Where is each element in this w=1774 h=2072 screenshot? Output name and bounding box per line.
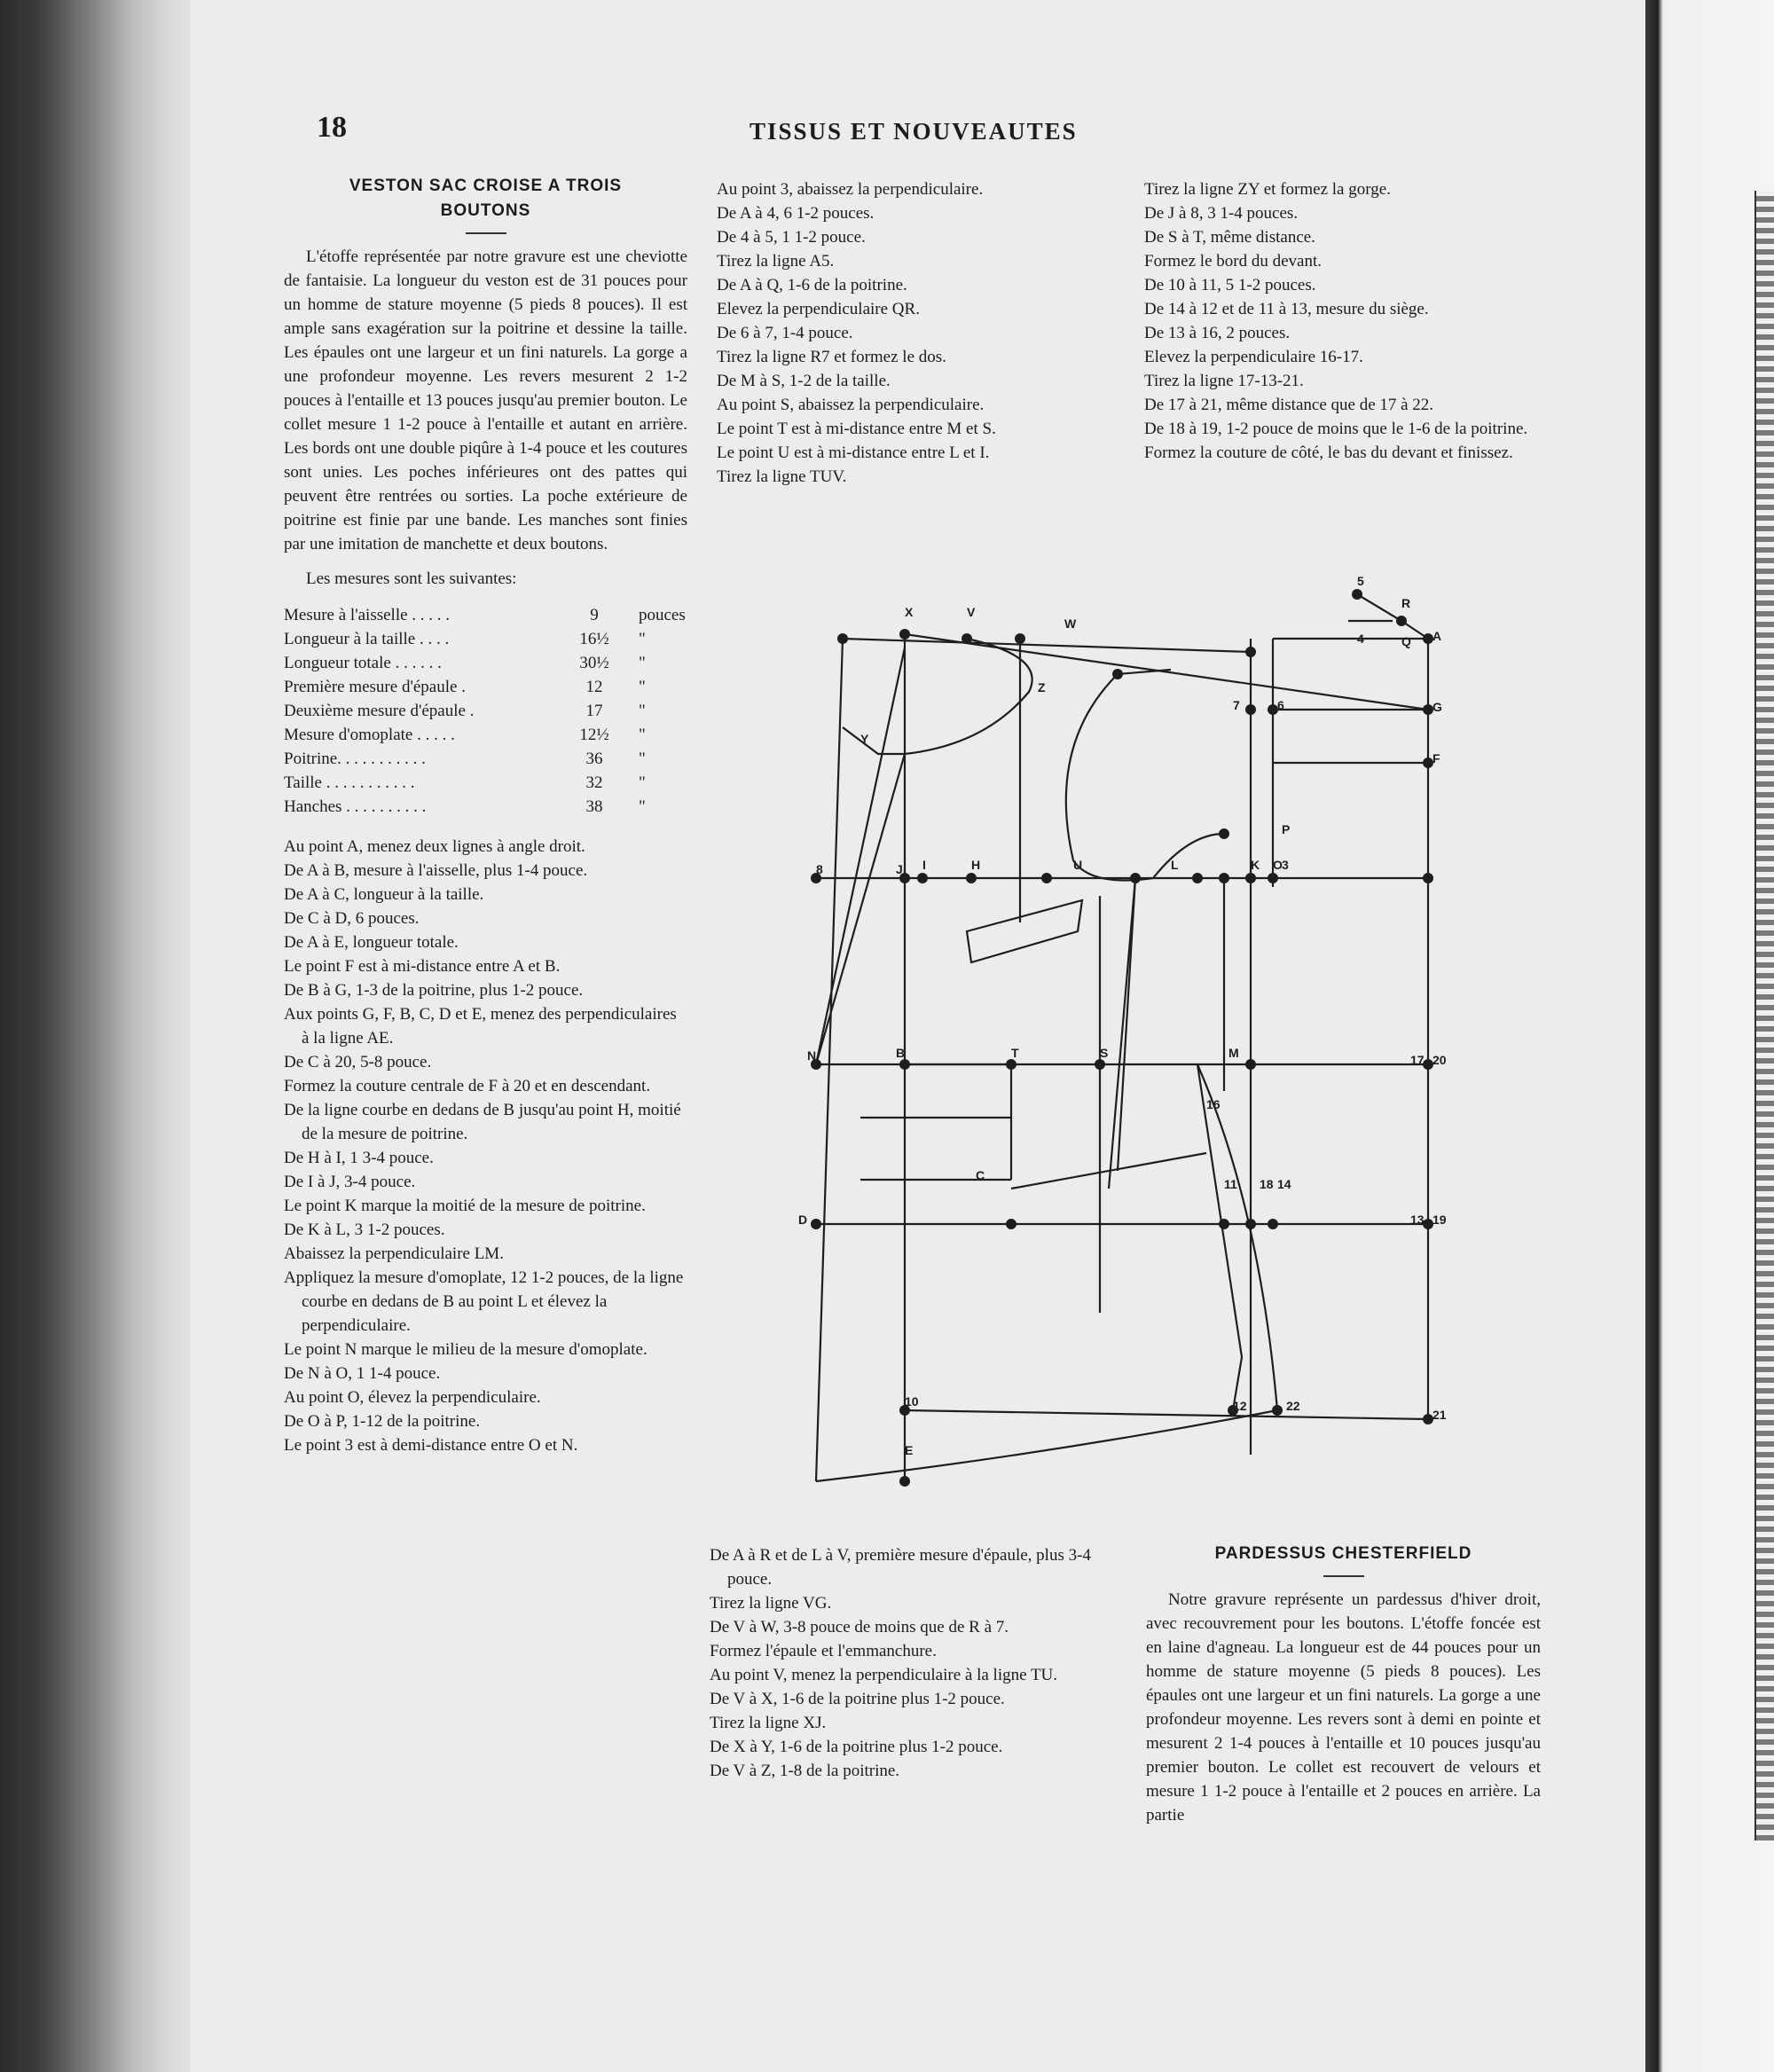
diagram-label: A <box>1433 629 1442 643</box>
measure-unit: " <box>639 630 646 648</box>
measure-row <box>284 771 687 795</box>
diagram-label: R <box>1401 596 1411 610</box>
instruction-step: De A à 4, 6 1-2 pouces. <box>717 204 875 223</box>
measure-unit: " <box>639 702 646 720</box>
instruction-step: Tirez la ligne TUV. <box>717 467 847 486</box>
article-title-line1: VESTON SAC CROISE A TROIS <box>349 177 623 195</box>
instruction-step: Elevez la perpendiculaire QR. <box>717 300 920 318</box>
diagram-label: 3 <box>1282 858 1289 872</box>
instruction-step: Le point N marque le milieu de la mesure d'omoplate. <box>284 1340 648 1359</box>
instruction-step: Le point T est à mi-distance entre M et S. <box>717 420 996 438</box>
measure-unit: pouces <box>639 606 686 624</box>
instruction-step: De 17 à 21, même distance que de 17 à 22. <box>1144 396 1434 414</box>
diagram-point <box>837 633 848 644</box>
instruction-step: De A à B, mesure à l'aisselle, plus 1-4 pouce. <box>284 861 588 880</box>
column-1 <box>284 174 687 1457</box>
instruction-step: Au point S, abaissez la perpendiculaire. <box>717 396 985 414</box>
instruction-step: De O à P, 1-12 de la poitrine. <box>284 1412 481 1431</box>
instruction-step: Abaissez la perpendiculaire LM. <box>284 1244 504 1263</box>
instruction-step: Tirez la ligne R7 et formez le dos. <box>717 348 946 366</box>
diagram-label: G <box>1433 700 1442 714</box>
instruction-step: De S à T, même distance. <box>1144 228 1315 247</box>
diagram-point <box>1112 669 1123 679</box>
diagram-label: O <box>1273 858 1283 872</box>
diagram-label: F <box>1433 751 1440 765</box>
measure-value: 12 <box>585 678 603 696</box>
diagram-label: K <box>1251 858 1260 872</box>
diagram-point <box>1219 1219 1229 1229</box>
instruction-step: Tirez la ligne VG. <box>710 1594 832 1613</box>
instruction-step: Au point A, menez deux lignes à angle droit. <box>284 837 585 856</box>
measure-label: Première mesure d'épaule . <box>284 678 466 696</box>
instruction-step: Au point 3, abaissez la perpendiculaire. <box>717 180 984 199</box>
diagram-point <box>1352 589 1362 600</box>
measure-value: 16½ <box>579 630 609 648</box>
diagram-label: V <box>967 605 976 619</box>
instruction-step: De V à X, 1-6 de la poitrine plus 1-2 pouce. <box>710 1690 1005 1708</box>
diagram-label: N <box>807 1048 817 1063</box>
diagram-point <box>1423 873 1433 883</box>
instruction-step: De 14 à 12 et de 11 à 13, mesure du siège. <box>1144 300 1429 318</box>
diagram-label: T <box>1011 1046 1019 1060</box>
measure-unit: " <box>639 797 646 816</box>
diagram-label: X <box>905 605 914 619</box>
measure-value: 38 <box>585 797 603 816</box>
instruction-step: De 6 à 7, 1-4 pouce. <box>717 324 853 342</box>
diagram-label: C <box>976 1168 985 1182</box>
instruction-step: Aux points G, F, B, C, D et E, menez des perpendiculaires à la ligne AE. <box>284 1005 677 1048</box>
diagram-point <box>917 873 928 883</box>
measure-label: Taille . . . . . . . . . . . <box>284 773 415 792</box>
diagram-label: 6 <box>1277 698 1284 712</box>
article-title-line2: BOUTONS <box>440 201 531 220</box>
diagram-point <box>1245 873 1256 883</box>
diagram-label: 16 <box>1206 1097 1221 1111</box>
diagram-point <box>1272 1405 1283 1416</box>
diagram-label: H <box>971 858 981 872</box>
instruction-step: De 18 à 19, 1-2 pouce de moins que le 1-6 de la poitrine. <box>1144 420 1528 438</box>
steps-list-3 <box>1144 177 1543 465</box>
measure-label: Mesure à l'aisselle . . . . . <box>284 606 451 624</box>
diagram-label: 19 <box>1433 1213 1447 1227</box>
diagram-point <box>1245 647 1256 657</box>
measure-label: Poitrine. . . . . . . . . . . <box>284 750 426 768</box>
diagram-label: B <box>896 1046 906 1060</box>
measure-label: Longueur à la taille . . . . <box>284 630 450 648</box>
diagram-point <box>1130 873 1141 883</box>
instruction-step: Le point 3 est à demi-distance entre O et N. <box>284 1436 578 1455</box>
pattern-diagram <box>781 568 1455 1517</box>
diagram-label: 11 <box>1224 1177 1237 1191</box>
diagram-point <box>1095 1059 1105 1070</box>
instruction-step: De X à Y, 1-6 de la poitrine plus 1-2 pouce. <box>710 1738 1003 1756</box>
instruction-step: Tirez la ligne ZY et formez la gorge. <box>1144 180 1391 199</box>
measure-row <box>284 699 687 723</box>
instruction-step: De A à E, longueur totale. <box>284 933 459 952</box>
diagram-label: L <box>1171 858 1179 872</box>
diagram-label: 10 <box>905 1394 919 1409</box>
measure-value: 30½ <box>579 654 609 672</box>
article-intro: L'étoffe représentée par notre gravure est une cheviotte de fantaisie. La longueur du veston est de 31 pouces pour un homme de stature moyenne (5 pieds 8 pouces). Il est ample sans exagération sur la poitrine et dessine la taille. Les épaules ont une largeur et un fini naturels. La gorge a une profondeur moyenne. Les revers mesurent 2 1-2 pouces à l'entaille et 13 pouces jusqu'au premier bouton. Le collet mesure 1 1-2 pouce à l'entaille et autant en arrière. Les bords ont une double piqûre à 1-4 pouce et les coutures sont unies. Les poches inférieures ont des pattes qui peuvent être rentrées ou sorties. La poche extérieure de poitrine est finie par une bande. Les manches sont finies par une imitation de manchette et deux boutons. <box>284 247 687 553</box>
diagram-point <box>811 1219 821 1229</box>
diagram-label: W <box>1064 616 1077 631</box>
diagram-point <box>899 629 910 640</box>
instruction-step: De 10 à 11, 5 1-2 pouces. <box>1144 276 1316 294</box>
measure-value: 17 <box>585 702 603 720</box>
measure-unit: " <box>639 678 646 696</box>
diagram-label: 12 <box>1233 1399 1247 1413</box>
measure-row <box>284 723 687 747</box>
measure-label: Longueur totale . . . . . . <box>284 654 442 672</box>
instruction-step: De N à O, 1 1-4 pouce. <box>284 1364 441 1383</box>
diagram-point <box>1245 1059 1256 1070</box>
diagram-label: 5 <box>1357 574 1364 588</box>
measures-intro: Les mesures sont les suivantes: <box>306 569 517 588</box>
instruction-step: Formez le bord du devant. <box>1144 252 1322 271</box>
diagram-point <box>1245 1219 1256 1229</box>
diagram-label: 21 <box>1433 1408 1447 1422</box>
diagram-label: 13 <box>1410 1213 1425 1227</box>
diagram-label: 14 <box>1277 1177 1291 1191</box>
diagram-label: J <box>896 862 903 876</box>
instruction-step: De 4 à 5, 1 1-2 pouce. <box>717 228 866 247</box>
measure-unit: " <box>639 773 646 792</box>
diagram-point <box>1268 873 1278 883</box>
diagram-point <box>1192 873 1203 883</box>
diagram-point <box>1268 1219 1278 1229</box>
column-3-bottom <box>1146 1542 1541 1827</box>
instruction-step: Tirez la ligne 17-13-21. <box>1144 372 1304 390</box>
steps-list-1 <box>284 835 687 1457</box>
page-number: 18 <box>317 111 347 144</box>
diagram-label: Q <box>1401 634 1411 648</box>
measure-row <box>284 603 687 627</box>
measure-label: Hanches . . . . . . . . . . <box>284 797 427 816</box>
article2-rule <box>1323 1575 1364 1577</box>
diagram-label: D <box>798 1213 808 1227</box>
diagram-label: 4 <box>1357 632 1364 646</box>
diagram-label: M <box>1228 1046 1239 1060</box>
measure-row <box>284 747 687 771</box>
diagram-label: U <box>1073 858 1083 872</box>
instruction-step: Formez la couture de côté, le bas du devant et finissez. <box>1144 443 1513 462</box>
diagram-point <box>1219 828 1229 839</box>
instruction-step: De A à C, longueur à la taille. <box>284 885 484 904</box>
instruction-step: De C à D, 6 pouces. <box>284 909 420 928</box>
diagram-label: E <box>905 1443 914 1457</box>
title-rule <box>466 232 506 234</box>
steps-list-2 <box>717 177 1107 489</box>
running-head: TISSUS ET NOUVEAUTES <box>750 118 1078 145</box>
instruction-step: Formez l'épaule et l'emmanchure. <box>710 1642 937 1660</box>
diagram-point <box>1006 1219 1017 1229</box>
article2-title: PARDESSUS CHESTERFIELD <box>1214 1544 1472 1563</box>
diagram-label: S <box>1100 1046 1109 1060</box>
instruction-step: De V à Z, 1-8 de la poitrine. <box>710 1762 900 1780</box>
instruction-step: De M à S, 1-2 de la taille. <box>717 372 891 390</box>
instruction-step: De A à Q, 1-6 de la poitrine. <box>717 276 907 294</box>
measures-table <box>284 603 687 819</box>
diagram-label: I <box>922 858 926 872</box>
instruction-step: De B à G, 1-3 de la poitrine, plus 1-2 pouce. <box>284 981 584 1000</box>
measure-value: 36 <box>585 750 603 768</box>
instruction-step: Tirez la ligne XJ. <box>710 1714 827 1732</box>
diagram-point <box>1396 616 1407 626</box>
measure-unit: " <box>639 750 646 768</box>
instruction-step: Appliquez la mesure d'omoplate, 12 1-2 pouces, de la ligne courbe en dedans de B au point L et élevez la perpendiculaire. <box>284 1268 684 1335</box>
instruction-step: De I à J, 3-4 pouce. <box>284 1173 416 1191</box>
instruction-step: Le point U est à mi-distance entre L et I. <box>717 443 990 462</box>
instruction-step: Le point F est à mi-distance entre A et B. <box>284 957 561 976</box>
diagram-label: 20 <box>1433 1053 1447 1067</box>
instruction-step: Au point O, élevez la perpendiculaire. <box>284 1388 541 1407</box>
measure-value: 9 <box>590 606 599 624</box>
instruction-step: De V à W, 3-8 pouce de moins que de R à 7. <box>710 1618 1009 1636</box>
steps-list-4 <box>710 1543 1109 1783</box>
diagram-label: 18 <box>1260 1177 1274 1191</box>
measure-row <box>284 627 687 651</box>
instruction-step: De 13 à 16, 2 pouces. <box>1144 324 1291 342</box>
diagram-label: P <box>1282 822 1291 836</box>
diagram-label: 7 <box>1233 698 1240 712</box>
measure-row <box>284 651 687 675</box>
diagram-label: 17 <box>1410 1053 1425 1067</box>
instruction-step: Au point V, menez la perpendiculaire à la ligne TU. <box>710 1666 1058 1684</box>
instruction-step: De C à 20, 5-8 pouce. <box>284 1053 432 1071</box>
book-spine <box>0 0 191 2072</box>
diagram-point <box>899 1059 910 1070</box>
diagram-point <box>966 873 977 883</box>
instruction-step: De K à L, 3 1-2 pouces. <box>284 1220 445 1239</box>
instruction-step: Elevez la perpendiculaire 16-17. <box>1144 348 1363 366</box>
instruction-step: De J à 8, 3 1-4 pouces. <box>1144 204 1299 223</box>
diagram-label: Z <box>1038 680 1046 695</box>
diagram-point <box>899 1476 910 1487</box>
measure-label: Mesure d'omoplate . . . . . <box>284 726 455 744</box>
diagram-point <box>1006 1059 1017 1070</box>
diagram-point <box>962 633 972 644</box>
diagram-label: Y <box>860 732 869 746</box>
measure-row <box>284 795 687 819</box>
diagram-point <box>1219 873 1229 883</box>
instruction-step: Tirez la ligne A5. <box>717 252 835 271</box>
instruction-step: De H à I, 1 3-4 pouce. <box>284 1149 434 1167</box>
measure-unit: " <box>639 726 646 744</box>
facing-page-border <box>1754 191 1774 1840</box>
diagram-point <box>1015 633 1025 644</box>
instruction-step: Formez la couture centrale de F à 20 et en descendant. <box>284 1077 651 1095</box>
measure-value: 12½ <box>579 726 609 744</box>
diagram-label: 8 <box>816 862 823 876</box>
article-title <box>284 174 687 224</box>
instruction-step: Le point K marque la moitié de la mesure de poitrine. <box>284 1197 646 1215</box>
instruction-step: De A à R et de L à V, première mesure d'épaule, plus 3-4 pouce. <box>710 1546 1091 1589</box>
diagram-point <box>1245 704 1256 715</box>
measure-unit: " <box>639 654 646 672</box>
diagram-label: 22 <box>1286 1399 1300 1413</box>
article2-intro: Notre gravure représente un pardessus d'hiver droit, avec recouvrement pour les boutons. L'étoffe foncée est en laine d'agneau. La longueur est de 44 pouces pour un homme de stature moyenne (5 pieds 8 pouces). Les épaules ont une largeur et un fini naturels. La gorge a une profondeur moyenne. Les revers sont à demi en pointe et mesurent 2 1-4 pouces à l'entaille et 10 pouces jusqu'au premier bouton. Le collet est recouvert de velours et mesure 1 1-2 pouce à l'entaille et 2 pouces en arrière. La partie <box>1146 1590 1541 1825</box>
measure-row <box>284 675 687 699</box>
instruction-step: De la ligne courbe en dedans de B jusqu'au point H, moitié de la mesure de poitrine. <box>284 1101 681 1143</box>
measure-label: Deuxième mesure d'épaule . <box>284 702 475 720</box>
diagram-point <box>1041 873 1052 883</box>
measure-value: 32 <box>585 773 603 792</box>
